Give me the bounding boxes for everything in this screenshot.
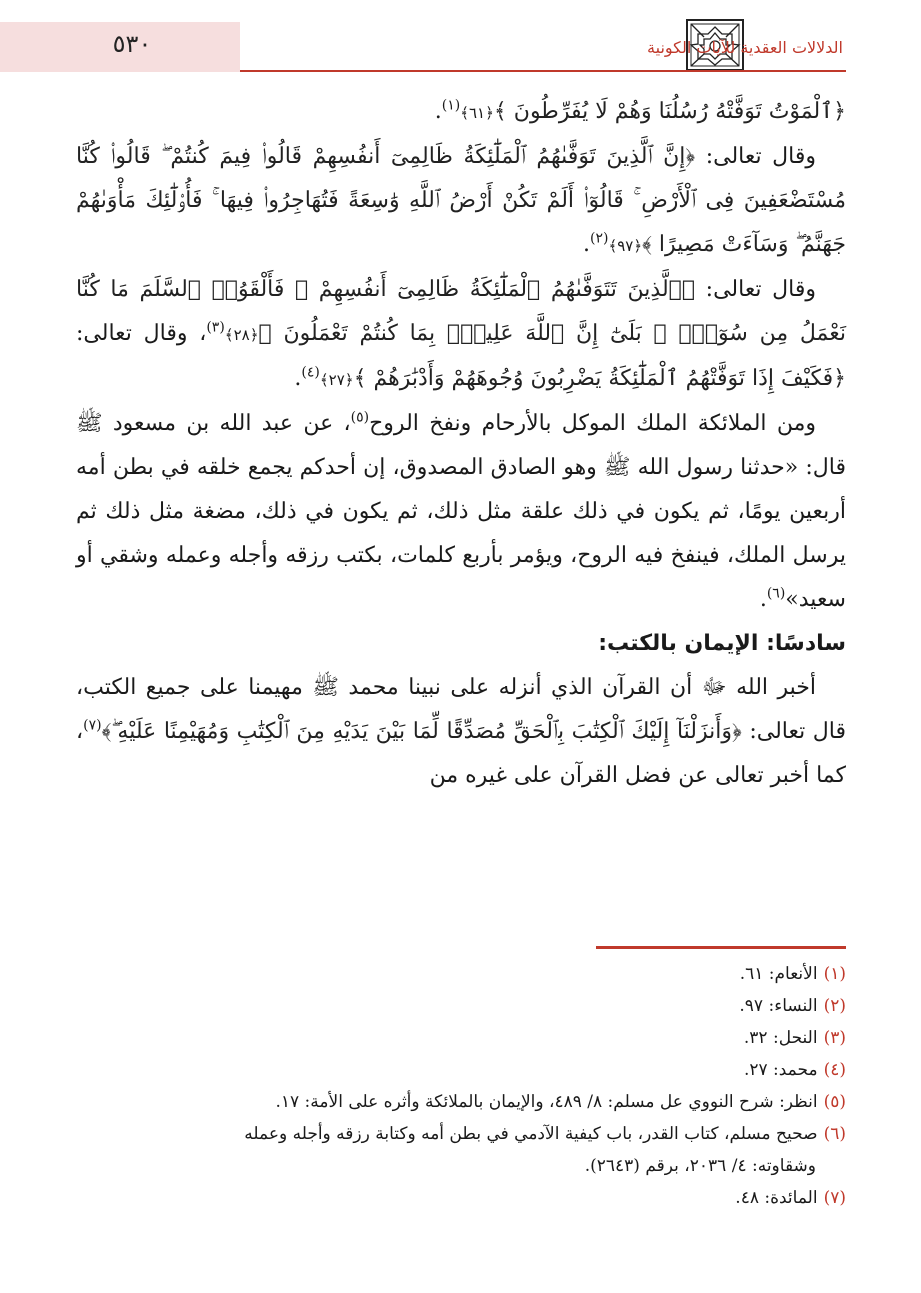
footnote-text: انظر: شرح النووي عل مسلم: ٨/ ٤٨٩، والإيمان بالملائكة وأثره على الأمة: ١٧. (275, 1092, 818, 1112)
aya-marker: ﴿٦١﴾ (460, 104, 494, 122)
paragraph-4: ومن الملائكة الملك الموكل بالأرحام ونفخ الروح$^{(٥)}$، عن عبد الله بن مسعود ﷺ قال: «حدثنا رسول الله ﷺ وهو الصادق المصدوق، إن أحدكم يجمع خلقه في بطن أمه أربعين يومًا، ثم يكون في ذلك علقة مثل ذلك، ثم يكون في ذلك، مضغة مثل ذلك ثم يرسل الملك، فينفخ فيه الروح، ويؤمر بأربع كلمات، بكتب رزقه وأجله وعمله وشقي أو سعيد»$^{(٦)}$. (76, 409, 846, 612)
footnote-ref: (٢) (589, 230, 609, 247)
verse: ﴿فَكَيْفَ إِذَا تَوَفَّتْهُمُ ٱلْمَلَٰٓئِكَةُ يَضْرِبُونَ وُجُوهَهُمْ وَأَدْبَٰرَهُمْ ﴾ (353, 366, 846, 391)
footnote-text: النحل: ٣٢. (743, 1028, 818, 1048)
body-text (76, 90, 846, 798)
header-rule (240, 70, 846, 72)
paragraph-5 (76, 666, 846, 798)
aya-marker: ﴿٩٧﴾ (608, 237, 643, 255)
footnote-divider (596, 946, 846, 949)
footnote-item (76, 1086, 846, 1118)
footnote-item (76, 1054, 846, 1086)
footnote-number: (٣) (823, 1028, 846, 1048)
paragraph-2: وقال تعالى: ﴿إِنَّ ٱلَّذِينَ تَوَفَّىٰهُمُ ٱلْمَلَٰٓئِكَةُ ظَالِمِىٓ أَنفُسِهِمْ قَالُوا۟ فِيمَ كُنتُمْ ۖ قَالُوا۟ كُنَّا مُسْتَضْعَفِينَ فِى ٱلْأَرْضِ ۚ قَالُوٓا۟ أَلَمْ تَكُنْ أَرْضُ ٱللَّهِ وَٰسِعَةً فَتُهَاجِرُوا۟ فِيهَا ۚ فَأُو۟لَٰٓئِكَ مَأْوَىٰهُمْ جَهَنَّمُ ۖ وَسَآءَتْ مَصِيرًا ﴾﴿٩٧﴾$^{(٢)}$. (76, 144, 846, 257)
paragraph-text: أخبر الله ﷻ أن القرآن الذي أنزله على نبينا محمد ﷺ مهيمنا على جميع الكتب، قال تعالى: (76, 675, 846, 744)
footnotes (76, 958, 846, 1214)
footnote-text: محمد: ٢٧. (743, 1060, 818, 1080)
footnote-number: (٢) (823, 996, 846, 1016)
footnote-ref: (٥) (350, 409, 370, 426)
footnote-item (76, 990, 846, 1022)
footnote-ref: (٧) (83, 717, 102, 734)
footnote-continuation: وشقاوته: ٤/ ٢٠٣٦، برقم (٢٦٤٣). (584, 1156, 816, 1176)
verse: ﴿وَأَنزَلْنَآ إِلَيْكَ ٱلْكِتَٰبَ بِٱلْحَقِّ مُصَدِّقًا لِّمَا بَيْنَ يَدَيْهِ مِنَ ٱلْكِتَٰبِ وَمُهَيْمِنًا عَلَيْهِ ۖ﴾ (101, 719, 742, 744)
footnote-item (76, 1022, 846, 1054)
footnote-item (76, 1182, 846, 1214)
footnote-ref: (١) (441, 97, 461, 114)
footnote-text: المائدة: ٤٨. (735, 1188, 818, 1208)
footnote-ref: (٣) (206, 319, 225, 336)
footnote-ref: (٤) (301, 364, 320, 381)
aya-marker: ﴿٢٨﴾ (224, 326, 259, 344)
footnote-item (76, 958, 846, 990)
intro-text: وقال تعالى: (695, 144, 816, 169)
footnote-number: (٥) (823, 1092, 846, 1112)
running-title: الدلالات العقدية للآيات الكونية (647, 38, 843, 57)
footnote-text: الأنعام: ٦١. (739, 964, 818, 984)
footnote-ref: (٦) (766, 585, 786, 602)
paragraph-1: ﴿ٱلْمَوْتُ تَوَفَّتْهُ رُسُلُنَا وَهُمْ لَا يُفَرِّطُونَ ﴾﴿٦١﴾$^{(١)}$. (434, 97, 846, 124)
footnote-number: (٤) (823, 1060, 846, 1080)
footnote-number: (١) (823, 964, 846, 984)
footnote-item (76, 1118, 846, 1150)
paragraph-text: ومن الملائكة الملك الموكل بالأرحام ونفخ الروح (369, 411, 816, 436)
paragraph-3: وقال تعالى: ﴿ٱلَّذِينَ تَتَوَفَّىٰهُمُ ٱلْمَلَٰٓئِكَةُ ظَالِمِىٓ أَنفُسِهِمْ ۖ فَأَلْقَوُا۟ ٱلسَّلَمَ مَا كُنَّا نَعْمَلُ مِن سُوٓءٍۭ ۚ بَلَىٰٓ إِنَّ ٱللَّهَ عَلِيمٌۢ بِمَا كُنتُمْ تَعْمَلُونَ ﴾﴿٢٨﴾$^{(٣)}$، وقال تعالى: ﴿فَكَيْفَ إِذَا تَوَفَّتْهُمُ ٱلْمَلَٰٓئِكَةُ يَضْرِبُونَ وُجُوهَهُمْ وَأَدْبَٰرَهُمْ ﴾﴿٢٧﴾$^{(٤)}$. (76, 277, 846, 391)
intro-text: ، وقال تعالى: (76, 321, 207, 346)
paragraph-text: ، عن عبد الله بن مسعود ﷺ قال: «حدثنا رسول الله ﷺ وهو الصادق المصدوق، إن أحدكم يجمع خلقه في بطن أمه أربعين يومًا، ثم يكون في ذلك علقة مثل ذلك، ثم يكون في ذلك، مضغة مثل ذلك ثم يرسل الملك، فينفخ فيه الروح، ويؤمر بأربع كلمات، بكتب رزقه وأجله وعمله وشقي أو سعيد» (76, 411, 846, 612)
footnote-text: صحيح مسلم، كتاب القدر، باب كيفية الآدمي في بطن أمه وكتابة رزقه وأجله وعمله (244, 1124, 818, 1144)
paragraph-text: ، كما أخبر تعالى عن فضل القرآن على غيره من (76, 719, 846, 788)
page-number: ٥٣٠ (112, 30, 152, 58)
section-heading: سادسًا: الإيمان بالكتب: (598, 631, 846, 656)
footnote-number: (٦) (823, 1124, 846, 1144)
footnote-text: النساء: ٩٧. (739, 996, 818, 1016)
intro-text: وقال تعالى: (695, 277, 816, 302)
footnote-number: (٧) (823, 1188, 846, 1208)
verse: ﴿ٱلْمَوْتُ تَوَفَّتْهُ رُسُلُنَا وَهُمْ لَا يُفَرِّطُونَ ﴾ (493, 99, 846, 124)
aya-marker: ﴿٢٧﴾ (319, 371, 354, 389)
verse: ﴿ٱلَّذِينَ تَتَوَفَّىٰهُمُ ٱلْمَلَٰٓئِكَةُ ظَالِمِىٓ أَنفُسِهِمْ ۖ فَأَلْقَوُا۟ ٱلسَّلَمَ مَا كُنَّا نَعْمَلُ مِن سُوٓءٍۭ ۚ بَلَىٰٓ إِنَّ ٱللَّهَ عَلِيمٌۢ بِمَا كُنتُمْ تَعْمَلُونَ ﴾ (76, 277, 846, 346)
page-header (0, 0, 921, 80)
verse: ﴿إِنَّ ٱلَّذِينَ تَوَفَّىٰهُمُ ٱلْمَلَٰٓئِكَةُ ظَالِمِىٓ أَنفُسِهِمْ قَالُوا۟ فِيمَ كُنتُمْ ۖ قَالُوا۟ كُنَّا مُسْتَضْعَفِينَ فِى ٱلْأَرْضِ ۚ قَالُوٓا۟ أَلَمْ تَكُنْ أَرْضُ ٱللَّهِ وَٰسِعَةً فَتُهَاجِرُوا۟ فِيهَا ۚ فَأُو۟لَٰٓئِكَ مَأْوَىٰهُمْ جَهَنَّمُ ۖ وَسَآءَتْ مَصِيرًا ﴾ (76, 144, 846, 257)
